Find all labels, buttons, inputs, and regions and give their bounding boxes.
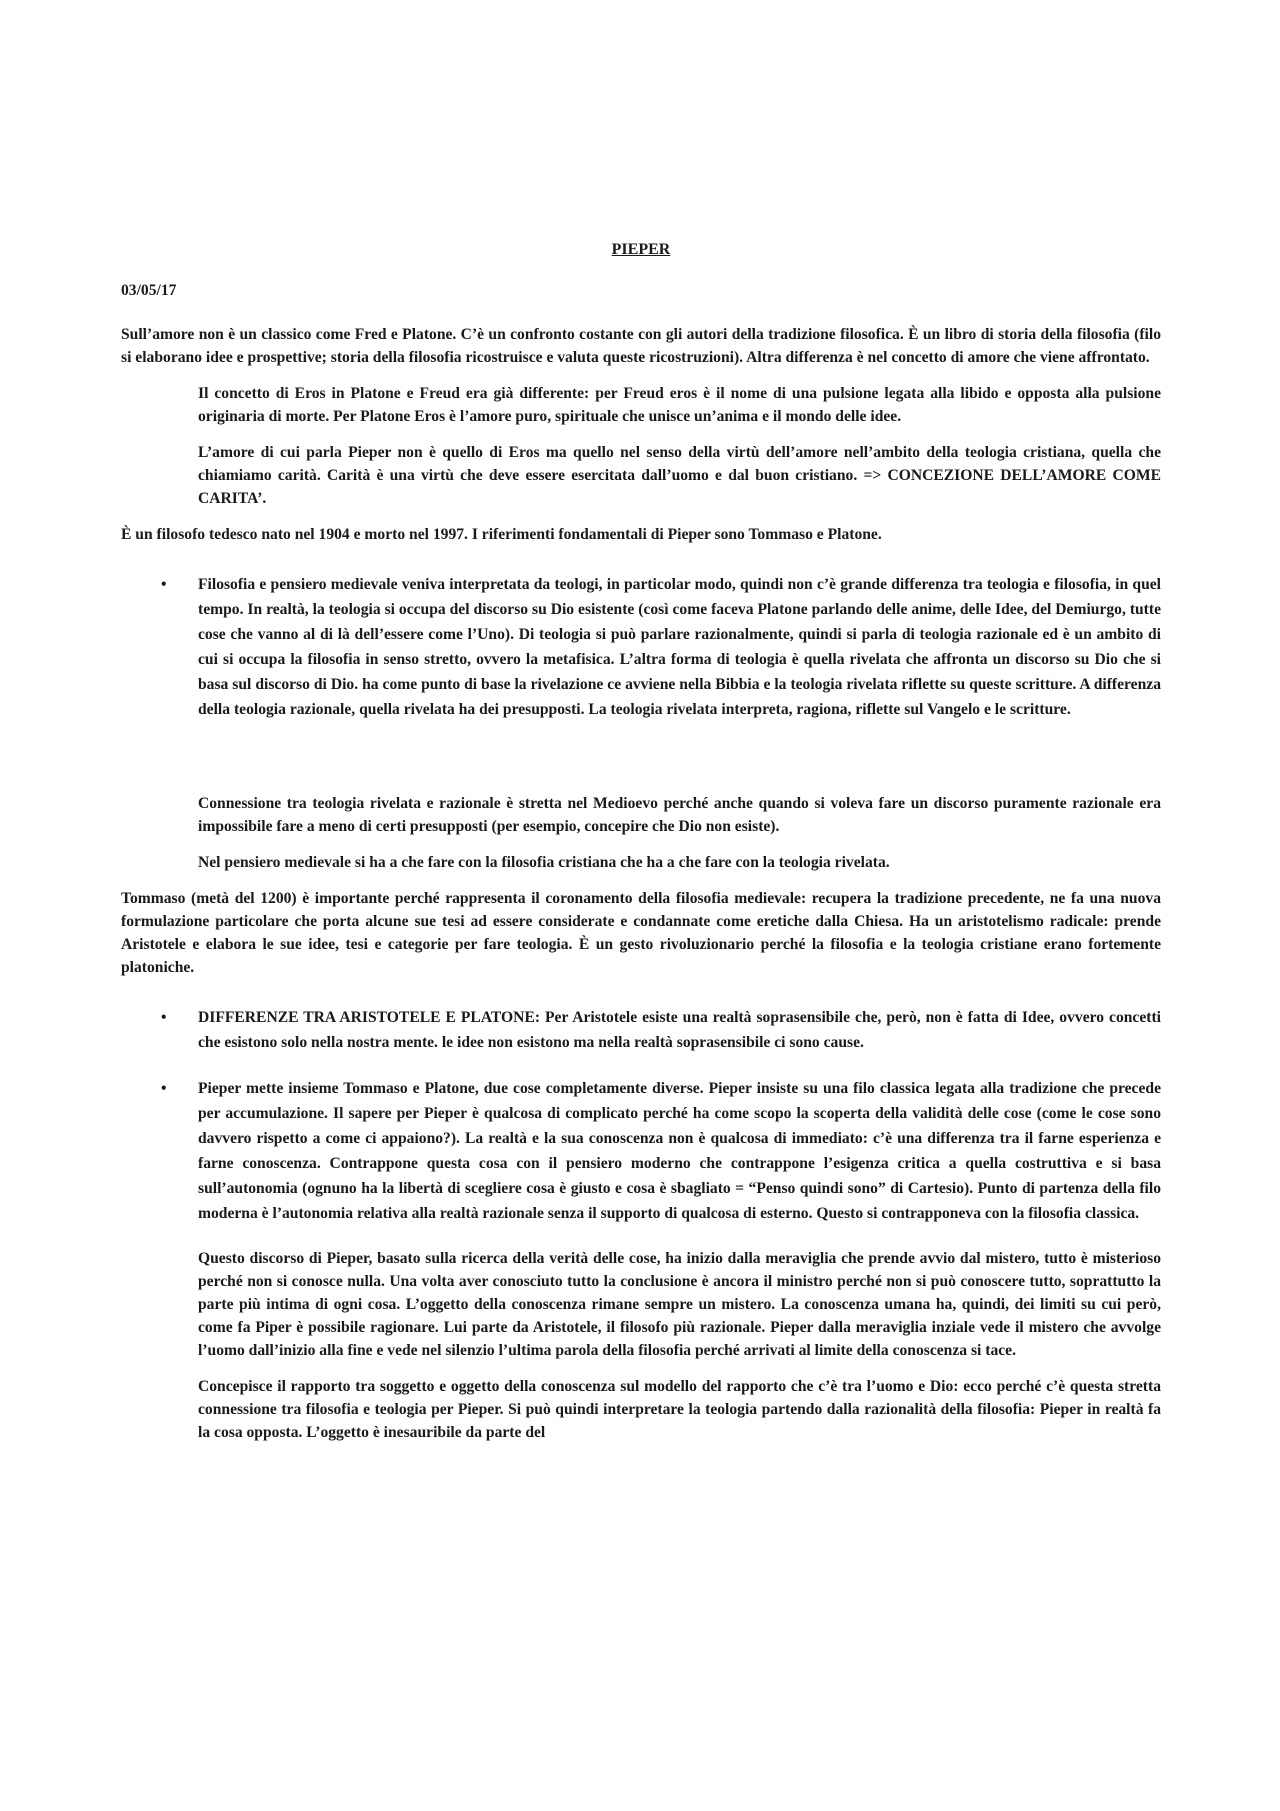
bullet-item-medieval-philosophy (161, 572, 1161, 722)
paragraph-connection: Connessione tra teologia rivelata e razionale è stretta nel Medioevo perché anche quando si voleva fare un discorso puramente razionale era impossibile fare a meno di certi presupposti (per esempio, concepire che Dio non esiste). (198, 795, 1161, 835)
document-page (121, 238, 1161, 1457)
document-date: 03/05/17 (121, 282, 177, 299)
bullet-icon: • (161, 576, 167, 593)
bullet-text: DIFFERENZE TRA ARISTOTELE E PLATONE: Per Aristotele esiste una realtà soprasensibile che, però, non è fatta di Idee, ovvero concetti che esistono solo nella nostra mente. le idee non esistono ma nella realtà soprasensibile ci sono cause. (198, 1009, 1161, 1051)
paragraph-carita: L’amore di cui parla Pieper non è quello di Eros ma quello nel senso della virtù dell’amore nell’ambito della teologia cristiana, quella che chiamiamo carità. Carità è una virtù che deve essere esercitata dall’uomo e dal buon cristiano. => CONCEZIONE DELL’AMORE COME CARITA’. (198, 444, 1161, 507)
bullet-icon: • (161, 1080, 167, 1097)
bullet-item-aristotle-plato (161, 1005, 1161, 1055)
paragraph-intro: Sull’amore non è un classico come Fred e Platone. C’è un confronto costante con gli autori della tradizione filosofica. È un libro di storia della filosofia (filo si elaborano idee e prospettive; storia della filosofia ricostruisce e valuta queste ricostruzioni). Altra differenza è nel concetto di amore che viene affrontato. (121, 326, 1161, 366)
paragraph-subject-object: Concepisce il rapporto tra soggetto e oggetto della conoscenza sul modello del rapporto che c’è tra l’uomo e Dio: ecco perché c’è questa stretta connessione tra filosofia e teologia per Pieper. Si può quindi interpretare la teologia partendo dalla razionalità della filosofia: Pieper in realtà fa la cosa opposta. L’oggetto è inesauribile da parte del (198, 1378, 1161, 1441)
document-title: PIEPER (611, 241, 671, 258)
paragraph-eros: Il concetto di Eros in Platone e Freud era già differente: per Freud eros è il nome di una pulsione legata alla libido e opposta alla pulsione originaria di morte. Per Platone Eros è l’amore puro, spirituale che unisce un’anima e il mondo delle idee. (198, 385, 1161, 425)
paragraph-mystery: Questo discorso di Pieper, basato sulla ricerca della verità delle cose, ha inizio dalla meraviglia che prende avvio dal mistero, tutto è misterioso perché non si conosce nulla. Una volta aver conosciuto tutto la conclusione è ancora il ministro perché non si può conoscere tutto, soprattutto la parte più intima di ogni cosa. L’oggetto della conoscenza rimane sempre un mistero. La conoscenza umana ha, quindi, dei limiti su cui però, come fa Piper è possibile ragionare. Lui parte da Aristotele, il filosofo più razionale. Pieper dalla meraviglia inziale vede il mistero che avvolge l’uomo dall’inizio alla fine e vede nel silenzio l’ultima parola della filosofia perché arrivati al limite della conoscenza si tace. (198, 1250, 1161, 1359)
bullet-item-pieper-tradition (161, 1076, 1161, 1226)
bullet-icon: • (161, 1009, 167, 1026)
bullet-text: Pieper mette insieme Tommaso e Platone, due cose completamente diverse. Pieper insiste su una filo classica legata alla tradizione che precede per accumulazione. Il sapere per Pieper è qualcosa di complicato perché ha come scopo la scoperta della validità delle cose (come le cose sono davvero rispetto a come ci appaiono?). La realtà e la sua conoscenza non è qualcosa di immediato: c’è una differenza tra il farne esperienza e farne conoscenza. Contrappone questa cosa con il pensiero moderno che contrappone l’esigenza critica a quella costruttiva e si basa sull’autonomia (ognuno ha la libertà di scegliere cosa è giusto e cosa è sbagliato = “Penso quindi sono” di Cartesio). Punto di partenza della filo moderna è l’autonomia relativa alla realtà razionale senza il supporto di qualcosa di esterno. Questo si contrapponeva con la filosofia classica. (198, 1080, 1161, 1222)
paragraph-biography: È un filosofo tedesco nato nel 1904 e morto nel 1997. I riferimenti fondamentali di Pieper sono Tommaso e Platone. (121, 526, 882, 543)
paragraph-tommaso: Tommaso (metà del 1200) è importante perché rappresenta il coronamento della filosofia medievale: recupera la tradizione precedente, ne fa una nuova formulazione particolare che porta alcune sue tesi ad essere considerate e condannate come eretiche dalla Chiesa. Ha un aristotelismo radicale: prende Aristotele e elabora le sue idee, tesi e categorie per fare teologia. È un gesto rivoluzionario perché la filosofia e la teologia cristiane erano fortemente platoniche. (121, 890, 1161, 976)
bullet-text: Filosofia e pensiero medievale veniva interpretata da teologi, in particolar modo, quindi non c’è grande differenza tra teologia e filosofia, in quel tempo. In realtà, la teologia si occupa del discorso su Dio esistente (così come faceva Platone parlando delle anime, delle Idee, del Demiurgo, tutte cose che vanno al di là dell’essere come l’Uno). Di teologia si può parlare razionalmente, quindi si parla di teologia razionale ed è un ambito di cui si occupa la filosofia in senso stretto, ovvero la metafisica. L’altra forma di teologia è quella rivelata che affronta un discorso su Dio che si basa sul discorso di Dio. ha come punto di base la rivelazione ce avviene nella Bibbia e la teologia rivelata riflette su queste scritture. A differenza della teologia razionale, quella rivelata ha dei presupposti. La teologia rivelata interpreta, ragiona, riflette sul Vangelo e le scritture. (198, 576, 1161, 718)
paragraph-christian-philosophy: Nel pensiero medievale si ha a che fare con la filosofia cristiana che ha a che fare con la teologia rivelata. (198, 854, 890, 871)
